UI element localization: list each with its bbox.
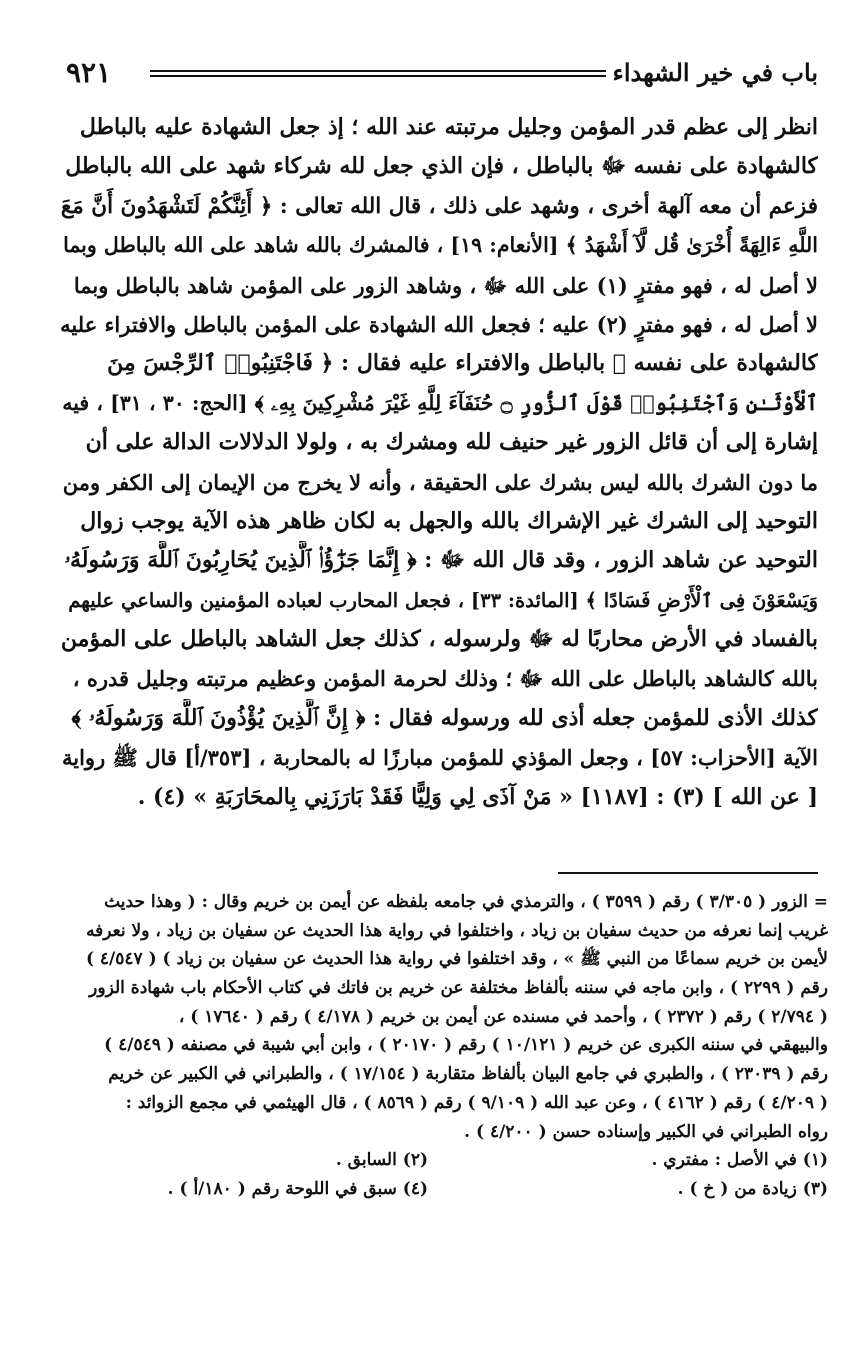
header-rule	[150, 70, 606, 77]
footnote-separator	[558, 872, 818, 874]
main-line: الآية [الأحزاب: ٥٧] ، وجعل المؤذي للمؤمن مبارزًا له بالمحاربة ، [٣٥٣/أ] قال ﷺ رواية	[61, 745, 818, 771]
main-line: ٱلْأَوْثَـٰنِ وَٱجْتَنِبُوا۟ قَوْلَ ٱلزُّورِ ۝ حُنَفَآءَ لِلَّهِ غَيْرَ مُشْرِكِينَ بِهِۦ ﴾ [الحج: ٣٠ ، ٣١] ، فيه	[62, 390, 818, 415]
main-line: بالله كالشاهد بالباطل على الله ﷻ ؛ وذلك لحرمة المؤمن وعظيم مرتبته وجليل قدره ،	[72, 666, 818, 692]
footnote-line: لأيمن بن خريم سماعًا من النبي ﷺ » ، وقد اختلفوا في رواية هذا الحديث عن سفيان بن زياد ) ( ٤/٥٤٧ )	[85, 949, 828, 970]
main-line: انظر إلى عظم قدر المؤمن وجليل مرتبته عند الله ؛ إذ جعل الشهادة عليه بالباطل	[79, 114, 818, 140]
footnotes	[58, 888, 828, 1204]
footnote-1: (١) في الأصل : مفتري .	[651, 1150, 828, 1171]
footnote-4: (٤) سبق في اللوحة رقم ( ١٨٠/أ ) .	[167, 1178, 428, 1199]
footnote-line: ( ٢/٧٩٤ ) رقم ( ٢٣٧٢ ) ، وأحمد في مسنده عن أيمن بن خريم ( ٤/١٧٨ ) رقم ( ١٧٦٤٠ ) ،	[178, 1006, 828, 1027]
page-number: ٩٢١	[66, 56, 112, 89]
footnote-line: رقم ( ٢٣٠٣٩ ) ، والطبري في جامع البيان بألفاظ متقاربة ( ١٧/١٥٤ ) ، والطبراني في الكبير عن خريم	[108, 1064, 828, 1085]
footnote-line: غريب إنما نعرفه من حديث سفيان بن زياد ، واختلفوا في رواية هذا الحديث عن سفيان بن زياد ، ولا نعرفه	[86, 920, 828, 941]
chapter-title: باب في خير الشهداء	[612, 58, 818, 87]
main-line: [ عن الله ] (٣) : [١١٨٧] « مَنْ آذَى لِي وَلِيًّا فَقَدْ بَارَزَنِي بِالمحَارَبَةِ » (٤) .	[137, 783, 818, 810]
footnote-row	[58, 1175, 828, 1204]
footnote-3: (٣) زيادة من ( خ ) .	[677, 1178, 828, 1199]
footnote-row	[58, 1146, 828, 1175]
main-line: لا أصل له ، فهو مفترٍ (٢) عليه ؛ فجعل الله الشهادة على المؤمن بالباطل والافتراء عليه	[60, 311, 818, 337]
main-line: كالشهادة على نفسه ﷻ بالباطل ، فإن الذي جعل لله شركاء شهد على الله بالباطل	[65, 153, 818, 180]
main-text	[58, 108, 818, 817]
main-line: إشارة إلى أن قائل الزور غير حنيف لله ومشرك به ، ولولا الدلالات الدالة على أن	[85, 429, 818, 456]
main-line: اللَّهِ ءَالِهَةً أُخْرَىٰ قُل لَّآ أَشْهَدُ ﴾ [الأنعام: ١٩] ، فالمشرك بالله شاهد على الله بالباطل وبما	[63, 233, 818, 258]
main-line: بالفساد في الأرض محاربًا له ﷻ ولرسوله ، كذلك جعل الشاهد بالباطل على المؤمن	[60, 626, 818, 653]
footnote-2: (٢) السابق .	[335, 1150, 428, 1171]
main-line: لا أصل له ، فهو مفترٍ (١) على الله ﷻ ، وشاهد الزور على المؤمن شاهد بالباطل وبما	[73, 272, 818, 298]
main-line: ما دون الشرك بالله ليس بشرك على الحقيقة ، وأنه لا يخرج من الإيمان إلى الكفر ومن	[62, 469, 818, 495]
footnote-line: والبيهقي في سننه الكبرى عن خريم ( ١٠/١٢١ ) رقم ( ٢٠١٧٠ ) ، وابن أبي شيبة في مصنفه ( ٤/٥٤٩ )	[104, 1035, 828, 1056]
main-line: التوحيد إلى الشرك غير الإشراك بالله والجهل به لكان ظاهر هذه الآية يوجب زوال	[80, 507, 818, 534]
main-line: التوحيد عن شاهد الزور ، وقد قال الله ﷻ : ﴿ إِنَّمَا جَزَٰٓؤُا۟ ٱلَّذِينَ يُحَارِبُونَ ٱللَّهَ وَرَسُولَهُۥ	[64, 547, 818, 574]
main-line: فزعم أن معه آلهة أخرى ، وشهد على ذلك ، قال الله تعالى : ﴿ أَئِنَّكُمْ لَتَشْهَدُونَ أَنَّ مَعَ	[60, 193, 818, 219]
page-header	[66, 56, 818, 92]
main-line: كذلك الأذى للمؤمن جعله أذى لله ورسوله فقال : ﴿ إِنَّ ٱلَّذِينَ يُؤْذُونَ ٱللَّهَ وَرَسُولَهُۥ ﴾	[71, 704, 818, 731]
footnote-line: رقم ( ٢٢٩٩ ) ، وابن ماجه في سننه بألفاظ مختلفة عن خريم بن فاتك في كتاب الأحكام باب شهادة الزور	[89, 978, 828, 999]
footnote-line: = الزور ( ٣/٣٠٥ ) رقم ( ٣٥٩٩ ) ، والترمذي في جامعه بلفظه عن أيمن بن خريم وقال : ( وهذا حديث	[104, 892, 828, 912]
footnote-line: ( ٤/٢٠٩ ) رقم ( ٤١٦٢ ) ، وعن عبد الله ( ٩/١٠٩ ) رقم ( ٨٥٦٩ ) ، قال الهيثمي في مجمع الزوائد :	[125, 1092, 828, 1113]
main-line: وَيَسْعَوْنَ فِى ٱلْأَرْضِ فَسَادًا ﴾ [المائدة: ٣٣] ، فجعل المحارب لعباده المؤمنين والساعي عليهم	[68, 588, 818, 612]
main-line: كالشهادة على نفسه ﷻ بالباطل والافتراء عليه فقال : ﴿ فَاجْتَنِبُوا۟ ٱلرِّجْسَ مِنَ	[107, 350, 818, 377]
footnote-line: رواه الطبراني في الكبير وإسناده حسن ( ٤/٢٠٠ ) .	[464, 1121, 828, 1142]
